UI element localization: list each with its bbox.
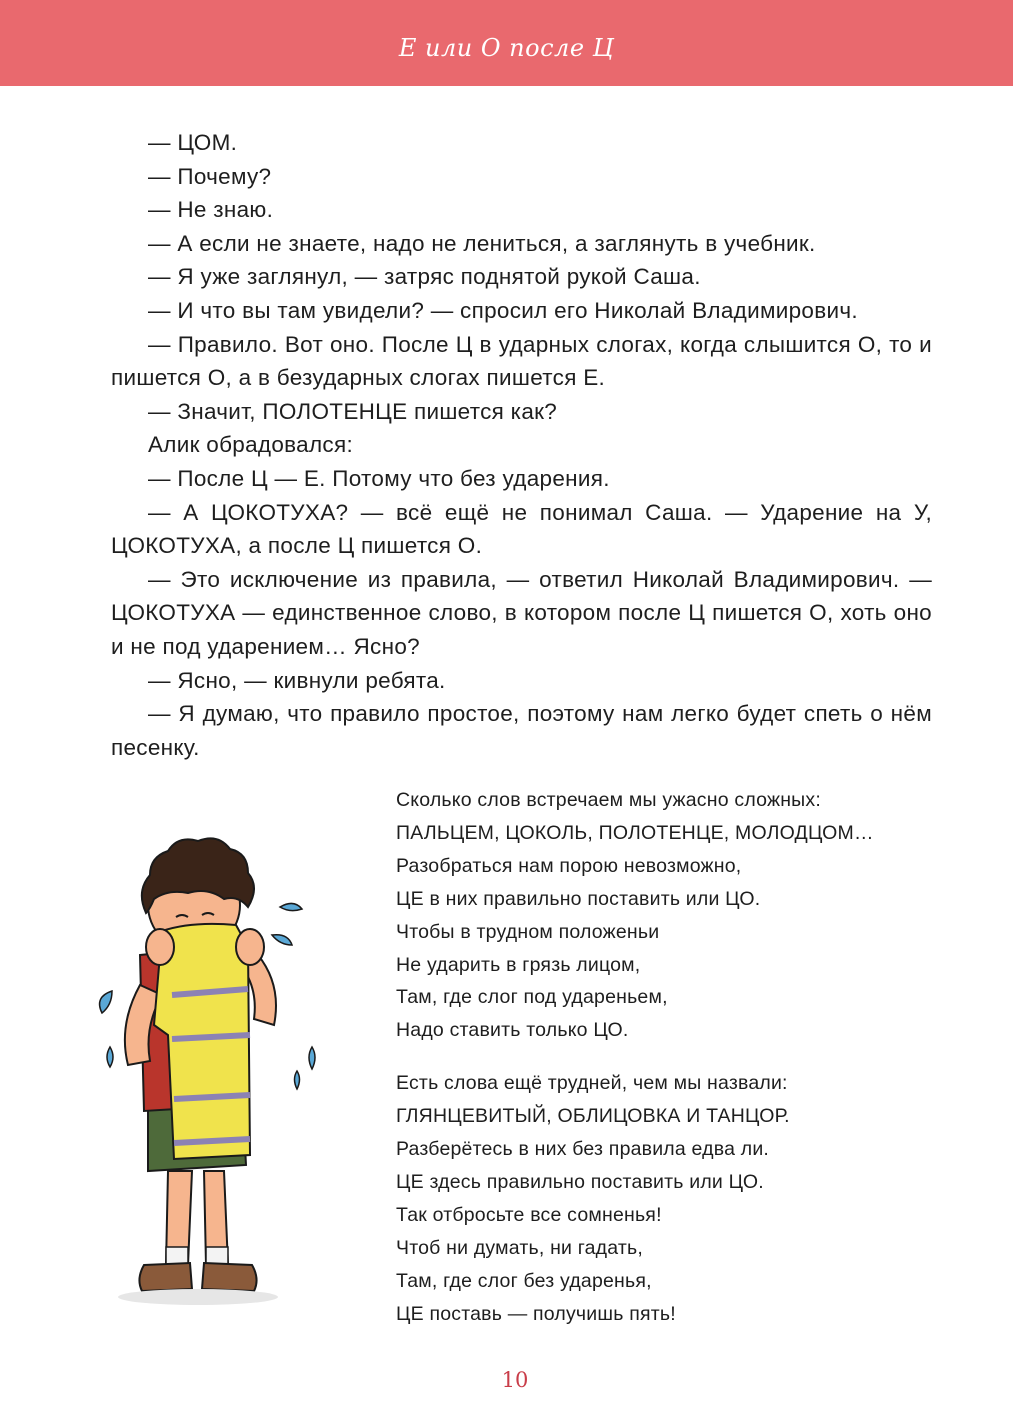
dialogue-line: — Это исключение из правила, — ответил Николай Владимирович. — ЦОКОТУХА — единственное слово, в котором после Ц пишется О, хоть оно и не под ударением… Ясно? [111,566,932,659]
tear-drop [107,1047,113,1067]
crying-boy-illustration [82,835,342,1321]
dialogue-line: — А ЦОКОТУХА? — всё ещё не понимал Саша. — Ударение на У, ЦОКОТУХА, а после Ц пишется О. [111,499,932,559]
dialogue-line: — И что вы там увидели? — спросил его Николай Владимирович. [148,297,858,323]
dialogue-line: — Я уже заглянул, — затряс поднятой рукой Саша. [148,264,701,290]
towel-stripe [172,1035,250,1039]
verse-line: Там, где слог без ударенья, [396,1269,652,1292]
dialogue-line: — А если не знаете, надо не лениться, а заглянуть в учебник. [148,230,816,256]
song-stanza-2 [396,1067,956,1330]
tear-drop [295,1071,300,1089]
right-hand [236,929,264,965]
song-verses [396,784,956,1331]
dialogue-line: — Не знаю. [148,197,274,223]
dialogue-line: — Ясно, — кивнули ребята. [148,667,446,693]
verse-line: Разберётесь в них без правила едва ли. [396,1138,770,1161]
tear-drop [280,903,302,910]
right-shoe [202,1263,257,1291]
dialogue-line: — Почему? [148,163,272,189]
verse-line: Надо ставить только ЦО. [396,1019,629,1042]
left-hand [146,929,174,965]
dialogue-line: — Правило. Вот оно. После Ц в ударных слогах, когда слышится О, то и пишется О, а в безударных слогах пишется Е. [111,331,932,391]
verse-line: Сколько слов встречаем мы ужасно сложных: [396,789,821,811]
dialogue-line: — После Ц — Е. Потому что без ударения. [148,465,610,491]
tear-drop [100,991,112,1013]
song-stanza-1 [396,784,956,1047]
verse-line: Есть слова ещё трудней, чем мы назвали: [396,1072,788,1095]
left-shoe [139,1263,192,1291]
dialogue-line: — ЦОМ. [148,130,238,155]
chapter-title: Е или О после Ц [398,34,615,62]
verse-line: Так отбросьте все сомненья! [396,1203,662,1226]
stanza-gap [396,1047,956,1067]
verse-line: Разобраться нам порою невозможно, [396,854,742,877]
towel-stripe [174,1139,250,1143]
verse-line: ЦЕ поставь — получишь пять! [396,1302,676,1325]
verse-line: ГЛЯНЦЕВИТЫЙ, ОБЛИЦОВКА И ТАНЦОР. [396,1105,790,1128]
dialogue-text [111,126,932,764]
verse-line: Чтоб ни думать, ни гадать, [396,1236,643,1259]
verse-line: Не ударить в грязь лицом, [396,953,641,976]
verse-line: Чтобы в трудном положеньи [396,920,660,943]
verse-line: ЦЕ здесь правильно поставить или ЦО. [396,1170,764,1193]
tear-drop [309,1047,315,1069]
verse-line: Там, где слог под удареньем, [396,986,668,1009]
ground-shadow [118,1289,278,1305]
tear-drop [272,935,292,945]
verse-line: ПАЛЬЦЕМ, ЦОКОЛЬ, ПОЛОТЕНЦЕ, МОЛОДЦОМ… [396,821,874,844]
dialogue-line: — Я думаю, что правило простое, поэтому нам легко будет спеть о нём песенку. [111,701,932,760]
page-number: 10 [501,1368,529,1392]
dialogue-line: — Значит, ПОЛОТЕНЦЕ пишется как? [148,398,558,424]
towel-stripe [174,1095,250,1099]
verse-line: ЦЕ в них правильно поставить или ЦО. [396,887,761,910]
dialogue-line: Алик обрадовался: [148,432,353,458]
